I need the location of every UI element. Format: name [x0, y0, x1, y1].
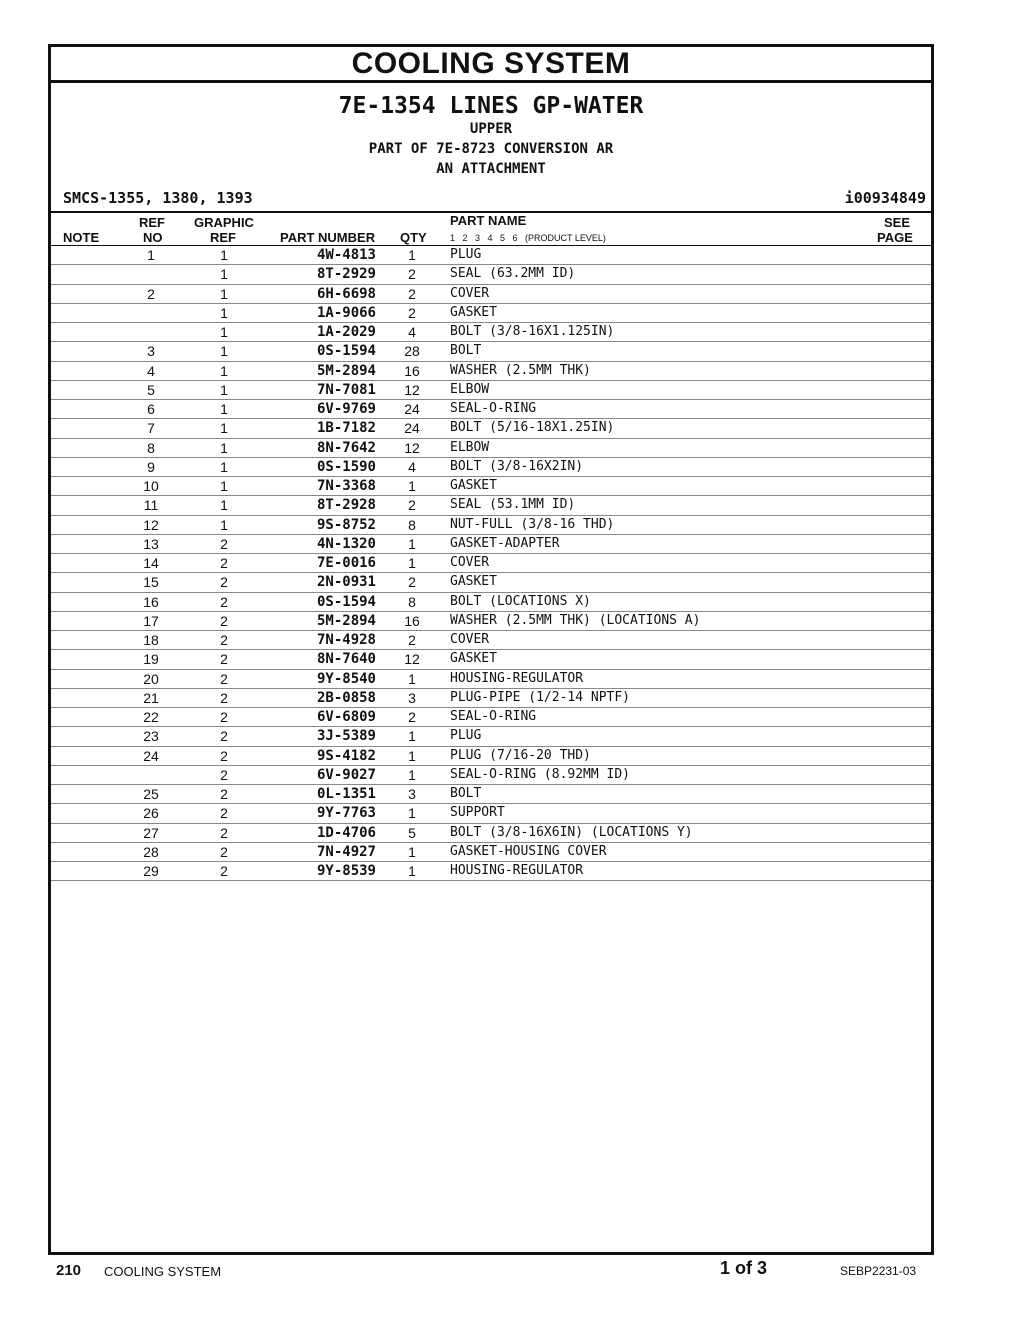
table-row: [51, 785, 931, 804]
graphic-ref: 1: [220, 285, 228, 302]
table-row: [51, 862, 931, 881]
graphic-ref: 1: [220, 362, 228, 379]
graphic-ref: 1: [220, 247, 228, 263]
part-name: BOLT (3/8-16X2IN): [450, 458, 584, 474]
quantity: 16: [404, 362, 420, 379]
quantity: 2: [408, 497, 416, 514]
table-row: [51, 419, 931, 438]
part-number: 5M-2894: [316, 612, 376, 629]
header-see-bottom: PAGE: [877, 230, 913, 245]
section-title: COOLING SYSTEM: [51, 47, 931, 83]
part-name: WASHER (2.5MM THK): [450, 362, 591, 378]
part-number: 0L-1351: [316, 786, 376, 802]
quantity: 2: [408, 632, 416, 648]
table-row: [51, 708, 931, 727]
part-number: 9Y-8539: [316, 863, 376, 879]
quantity: 12: [404, 381, 420, 398]
part-name: PLUG: [450, 247, 482, 262]
part-name: SEAL-O-RING: [450, 709, 537, 724]
graphic-ref: 1: [220, 304, 228, 321]
part-number: 7N-4927: [316, 843, 376, 860]
ref-no: 2: [147, 285, 155, 302]
graphic-ref: 1: [220, 458, 228, 475]
part-number: 1A-2029: [316, 324, 376, 340]
quantity: 2: [408, 709, 416, 725]
graphic-ref: 2: [220, 747, 228, 764]
table-row: [51, 535, 931, 554]
ref-no: 12: [143, 516, 159, 533]
table-header: [51, 213, 931, 246]
part-name: PLUG-PIPE (1/2-14 NPTF): [450, 689, 631, 705]
ref-no: 5: [147, 381, 155, 398]
part-number: 0S-1590: [316, 458, 376, 475]
quantity: 1: [408, 728, 416, 745]
part-number: 6H-6698: [316, 285, 376, 302]
ref-no: 22: [143, 709, 159, 725]
table-row: [51, 400, 931, 419]
part-number: 1D-4706: [316, 824, 376, 841]
quantity: 4: [408, 458, 416, 475]
graphic-ref: 1: [220, 266, 228, 283]
part-name: COVER: [450, 632, 490, 647]
ref-no: 20: [143, 670, 159, 687]
part-number: 2B-0858: [316, 689, 376, 706]
header-graphic-bottom: REF: [210, 230, 236, 245]
ref-no: 10: [143, 478, 159, 494]
ref-no: 23: [143, 728, 159, 745]
parts-page-frame: [48, 44, 934, 1255]
table-row: [51, 304, 931, 323]
quantity: 1: [408, 670, 416, 687]
graphic-ref: 2: [220, 709, 228, 725]
graphic-ref: 2: [220, 632, 228, 648]
part-name: SUPPORT: [450, 805, 505, 821]
graphic-ref: 2: [220, 574, 228, 591]
graphic-ref: 1: [220, 439, 228, 456]
quantity: 5: [408, 824, 416, 841]
ref-no: 7: [147, 420, 155, 437]
quantity: 4: [408, 324, 416, 340]
ref-no: 13: [143, 535, 159, 552]
part-number: 6V-9769: [316, 401, 376, 417]
part-name: PLUG: [450, 728, 482, 744]
quantity: 1: [408, 766, 416, 783]
assembly-heading: [51, 93, 931, 179]
graphic-ref: 2: [220, 766, 228, 783]
header-part-number: PART NUMBER: [280, 230, 376, 245]
part-number: 9S-8752: [316, 516, 376, 533]
part-name: BOLT (3/8-16X6IN) (LOCATIONS Y): [450, 824, 693, 840]
meta-bar: [51, 185, 931, 213]
part-number: 0S-1594: [316, 343, 376, 360]
graphic-ref: 2: [220, 728, 228, 745]
ref-no: 6: [147, 401, 155, 417]
header-ref-bottom: NO: [143, 230, 163, 245]
table-row: [51, 477, 931, 496]
ref-no: 26: [143, 805, 159, 822]
ref-no: 25: [143, 786, 159, 802]
quantity: 2: [408, 266, 416, 283]
table-row: [51, 342, 931, 361]
part-name: PLUG (7/16-20 THD): [450, 747, 591, 763]
quantity: 1: [408, 843, 416, 860]
ref-no: 3: [147, 343, 155, 360]
part-number: 7N-3368: [316, 478, 376, 494]
header-graphic-top: GRAPHIC: [194, 215, 254, 230]
graphic-ref: 2: [220, 555, 228, 571]
part-name: BOLT: [450, 786, 482, 801]
graphic-ref: 2: [220, 535, 228, 552]
graphic-ref: 1: [220, 516, 228, 533]
footer-publication: SEBP2231-03: [840, 1264, 917, 1278]
graphic-ref: 1: [220, 324, 228, 340]
part-number: 4N-1320: [316, 535, 376, 552]
quantity: 1: [408, 478, 416, 494]
part-number: 7N-4928: [316, 632, 376, 648]
quantity: 2: [408, 574, 416, 591]
part-name: NUT-FULL (3/8-16 THD): [450, 516, 615, 532]
part-name: GASKET: [450, 574, 497, 590]
part-number: 0S-1594: [316, 593, 376, 610]
quantity: 3: [408, 689, 416, 706]
header-see-top: SEE: [884, 215, 911, 230]
ref-no: 11: [143, 497, 159, 514]
table-row: [51, 650, 931, 669]
table-row: [51, 747, 931, 766]
footer-page-number: 210: [56, 1262, 82, 1279]
ref-no: 14: [143, 555, 159, 571]
table-row: [51, 766, 931, 785]
table-row: [51, 824, 931, 843]
quantity: 8: [408, 516, 416, 533]
graphic-ref: 1: [220, 343, 228, 360]
table-row: [51, 381, 931, 400]
header-product-levels: 1 2 3 4 5 6 (PRODUCT LEVEL): [450, 233, 606, 243]
graphic-ref: 2: [220, 863, 228, 879]
part-number: 4W-4813: [316, 247, 376, 263]
parts-list: [51, 246, 931, 881]
footer-section: COOLING SYSTEM: [104, 1264, 222, 1279]
quantity: 12: [404, 651, 420, 668]
part-name: HOUSING-REGULATOR: [450, 670, 584, 686]
quantity: 2: [408, 304, 416, 321]
part-number: 1B-7182: [316, 420, 376, 437]
header-ref-top: REF: [139, 215, 165, 230]
graphic-ref: 1: [220, 401, 228, 417]
part-name: COVER: [450, 285, 490, 301]
quantity: 8: [408, 593, 416, 610]
table-row: [51, 458, 931, 477]
part-name: COVER: [450, 555, 490, 570]
table-row: [51, 439, 931, 458]
quantity: 24: [404, 401, 420, 417]
part-number: 7E-0016: [316, 555, 376, 571]
quantity: 1: [408, 535, 416, 552]
part-name: GASKET: [450, 651, 497, 667]
graphic-ref: 2: [220, 786, 228, 802]
part-name: SEAL (53.1MM ID): [450, 497, 576, 513]
assembly-line-1: UPPER: [469, 121, 513, 137]
part-name: SEAL-O-RING (8.92MM ID): [450, 766, 631, 782]
table-row: [51, 285, 931, 304]
part-name: BOLT: [450, 343, 482, 359]
part-name: SEAL (63.2MM ID): [450, 266, 576, 282]
header-note: NOTE: [63, 230, 100, 245]
graphic-ref: 2: [220, 651, 228, 668]
quantity: 1: [408, 747, 416, 764]
ref-no: 17: [143, 612, 159, 629]
table-row: [51, 612, 931, 631]
assembly-line-3: AN ATTACHMENT: [436, 161, 546, 177]
graphic-ref: 1: [220, 497, 228, 514]
quantity: 24: [404, 420, 420, 437]
part-name: BOLT (5/16-18X1.25IN): [450, 420, 615, 436]
part-name: SEAL-O-RING: [450, 401, 537, 416]
table-row: [51, 670, 931, 689]
page-footer: [0, 1258, 1020, 1282]
graphic-ref: 1: [220, 381, 228, 398]
part-name: GASKET: [450, 304, 497, 320]
graphic-ref: 2: [220, 843, 228, 860]
ref-no: 1: [147, 247, 155, 263]
part-number: 9Y-7763: [316, 805, 376, 822]
ref-no: 29: [143, 863, 159, 879]
part-number: 8N-7640: [316, 651, 376, 668]
part-number: 6V-9027: [316, 766, 376, 783]
graphic-ref: 1: [220, 420, 228, 437]
quantity: 1: [408, 247, 416, 263]
header-part-name: PART NAME: [450, 213, 527, 228]
ref-no: 9: [147, 458, 155, 475]
ref-no: 4: [147, 362, 155, 379]
graphic-ref: 1: [220, 478, 228, 494]
part-name: ELBOW: [450, 381, 490, 397]
part-number: 8N-7642: [316, 439, 376, 456]
part-name: BOLT (LOCATIONS X): [450, 593, 591, 609]
ref-no: 27: [143, 824, 159, 841]
quantity: 1: [408, 805, 416, 822]
table-row: [51, 593, 931, 612]
part-number: 9Y-8540: [316, 670, 376, 687]
part-number: 9S-4182: [316, 747, 376, 764]
ref-no: 24: [143, 747, 159, 764]
quantity: 1: [408, 863, 416, 879]
quantity: 12: [404, 439, 420, 456]
smcs-codes: SMCS-1355, 1380, 1393: [63, 189, 253, 207]
table-row: [51, 573, 931, 592]
header-qty: QTY: [400, 230, 427, 245]
graphic-ref: 2: [220, 805, 228, 822]
part-number: 5M-2894: [316, 362, 376, 379]
graphic-ref: 2: [220, 612, 228, 629]
assembly-title: 7E-1354 LINES GP-WATER: [338, 93, 644, 119]
graphic-ref: 2: [220, 593, 228, 610]
illustration-id: i00934849: [844, 189, 926, 207]
part-number: 3J-5389: [316, 728, 376, 745]
table-row: [51, 246, 931, 265]
ref-no: 16: [143, 593, 159, 610]
quantity: 1: [408, 555, 416, 571]
footer-sheet: 1 of 3: [720, 1258, 768, 1278]
graphic-ref: 2: [220, 824, 228, 841]
ref-no: 21: [143, 689, 159, 706]
ref-no: 8: [147, 439, 155, 456]
table-row: [51, 631, 931, 650]
part-name: BOLT (3/8-16X1.125IN): [450, 324, 615, 339]
part-name: HOUSING-REGULATOR: [450, 863, 584, 878]
table-row: [51, 804, 931, 823]
part-name: GASKET-ADAPTER: [450, 535, 560, 551]
ref-no: 18: [143, 632, 159, 648]
table-row: [51, 727, 931, 746]
part-number: 8T-2929: [316, 266, 376, 283]
part-number: 1A-9066: [316, 304, 376, 321]
table-row: [51, 496, 931, 515]
table-row: [51, 843, 931, 862]
part-number: 7N-7081: [316, 381, 376, 398]
quantity: 2: [408, 285, 416, 302]
part-number: 8T-2928: [316, 497, 376, 514]
table-row: [51, 516, 931, 535]
quantity: 28: [404, 343, 420, 360]
part-name: GASKET: [450, 478, 497, 493]
graphic-ref: 2: [220, 689, 228, 706]
part-number: 6V-6809: [316, 709, 376, 725]
part-name: GASKET-HOUSING COVER: [450, 843, 607, 859]
table-row: [51, 265, 931, 284]
quantity: 16: [404, 612, 420, 629]
graphic-ref: 2: [220, 670, 228, 687]
part-number: 2N-0931: [316, 574, 376, 591]
table-row: [51, 362, 931, 381]
ref-no: 19: [143, 651, 159, 668]
part-name: WASHER (2.5MM THK) (LOCATIONS A): [450, 612, 701, 628]
assembly-line-2: PART OF 7E-8723 CONVERSION AR: [368, 141, 614, 157]
table-row: [51, 323, 931, 342]
table-row: [51, 689, 931, 708]
table-row: [51, 554, 931, 573]
quantity: 3: [408, 786, 416, 802]
ref-no: 15: [143, 574, 159, 591]
part-name: ELBOW: [450, 439, 490, 455]
ref-no: 28: [143, 843, 159, 860]
